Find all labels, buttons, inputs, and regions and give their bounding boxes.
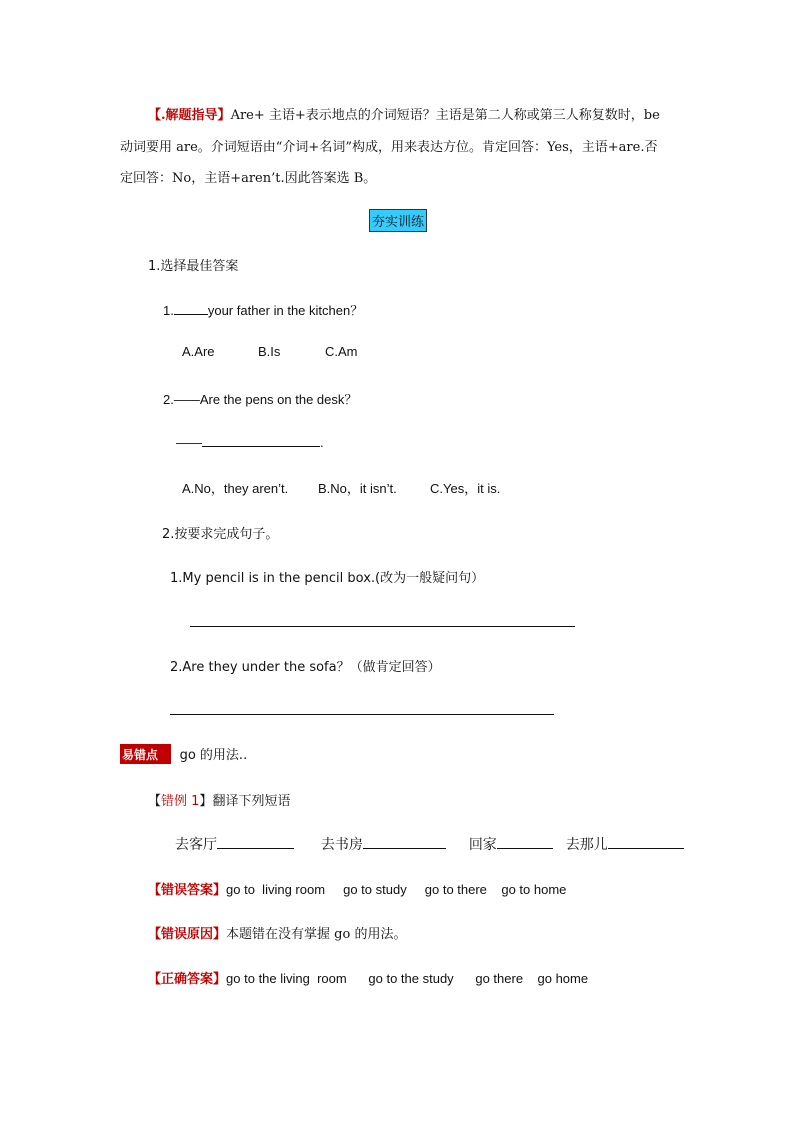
correct-answer-text: go to the living room go to the study go there go home xyxy=(226,971,589,986)
guide-text-2: 动词要用 are。介词短语由“介词+名词”构成，用来表达方位。肯定回答：Yes，主语+are.否 xyxy=(120,140,658,155)
easy-point-badge: 易错点3 xyxy=(122,745,170,763)
guide-text-3: 定回答：No，主语+aren’t.因此答案选 B。 xyxy=(120,171,377,186)
phrases-row xyxy=(175,834,684,854)
wrong-reason-row xyxy=(148,923,406,942)
part1-q2-answer xyxy=(176,434,324,450)
correct-answer-bracket-open: 【 xyxy=(148,972,162,987)
example-label: 错例 1 xyxy=(161,794,200,809)
guide-line-2 xyxy=(120,136,657,155)
section-title: 夯实训练 xyxy=(369,209,427,232)
guide-bracket-open: 【 xyxy=(148,108,162,123)
guide-bracket-close: 】 xyxy=(217,108,231,123)
wrong-answer-bracket-open: 【 xyxy=(148,883,162,898)
correct-answer-bracket-close: 】 xyxy=(213,972,227,987)
easy-point-text: go 的用法.. xyxy=(179,748,248,763)
q1-option-c[interactable]: C.Am xyxy=(325,344,358,359)
part1-q2-options xyxy=(182,478,501,497)
phrase-study: 去书房 xyxy=(320,837,363,853)
guide-line-3 xyxy=(120,167,376,186)
guide-label: .解题指导 xyxy=(161,108,218,123)
q1-option-a[interactable]: A.Are xyxy=(182,344,215,359)
part2-q1-answer-line[interactable] xyxy=(190,626,575,627)
correct-answer-label: 正确答案 xyxy=(161,972,214,987)
guide-line-1 xyxy=(148,104,660,123)
example-bracket-open: 【 xyxy=(148,794,162,809)
part1-heading: 1.选择最佳答案 xyxy=(148,259,239,274)
part1-q1 xyxy=(163,300,363,319)
phrase-3-blank[interactable] xyxy=(497,836,553,849)
q1-number: 1. xyxy=(163,303,174,318)
phrase-living-room: 去客厅 xyxy=(175,837,217,853)
q1-option-b[interactable]: B.Is xyxy=(258,344,281,359)
phrase-1-blank[interactable] xyxy=(217,836,294,849)
phrase-4-blank[interactable] xyxy=(608,836,684,849)
part2-q2-answer-line[interactable] xyxy=(170,714,554,715)
wrong-answer-label: 错误答案 xyxy=(161,883,214,898)
wrong-answer-bracket-close: 】 xyxy=(213,883,227,898)
q2-text: ——Are the pens on the desk？ xyxy=(173,392,358,407)
wrong-reason-label: 错误原因 xyxy=(161,927,214,942)
easy-point-number: 3 xyxy=(159,745,170,763)
phrase-home: 回家 xyxy=(468,837,497,853)
wrong-reason-bracket-open: 【 xyxy=(148,927,162,942)
example-row xyxy=(148,790,290,809)
part2-q1: 1.My pencil is in the pencil box.(改为一般疑问句） xyxy=(170,571,485,586)
part1-q2 xyxy=(163,389,357,408)
q2-number: 2. xyxy=(163,392,174,407)
q2-option-c[interactable]: C.Yes，it is. xyxy=(430,481,501,496)
part2-heading: 2.按要求完成句子。 xyxy=(162,527,279,542)
q1-text: your father in the kitchen？ xyxy=(207,303,364,318)
example-text: 翻译下列短语 xyxy=(212,794,291,809)
q1-blank[interactable] xyxy=(174,302,208,315)
q2-answer-suffix: . xyxy=(320,435,324,450)
q2-answer-blank[interactable] xyxy=(202,434,320,447)
guide-text-1: Are+ 主语+表示地点的介词短语？主语是第二人称或第三人称复数时，be xyxy=(230,108,660,123)
example-bracket-close: 】 xyxy=(199,794,213,809)
correct-answer-row xyxy=(148,968,588,987)
q2-option-a[interactable]: A.No，they aren’t. xyxy=(182,481,289,496)
wrong-answer-row xyxy=(148,879,566,898)
wrong-reason-text: 本题错在没有掌握 go 的用法。 xyxy=(226,927,407,942)
wrong-answer-text: go to living room go to study go to there go to home xyxy=(226,882,567,897)
q2-answer-prefix: —— xyxy=(176,435,202,450)
phrase-2-blank[interactable] xyxy=(363,836,446,849)
easy-point-row xyxy=(120,744,247,764)
part2-q2: 2.Are they under the sofa？（做肯定回答） xyxy=(170,660,441,675)
phrase-there: 去那儿 xyxy=(565,837,608,853)
q2-option-b[interactable]: B.No，it isn’t. xyxy=(318,481,397,496)
wrong-reason-bracket-close: 】 xyxy=(213,927,227,942)
part1-q1-options xyxy=(182,344,358,359)
